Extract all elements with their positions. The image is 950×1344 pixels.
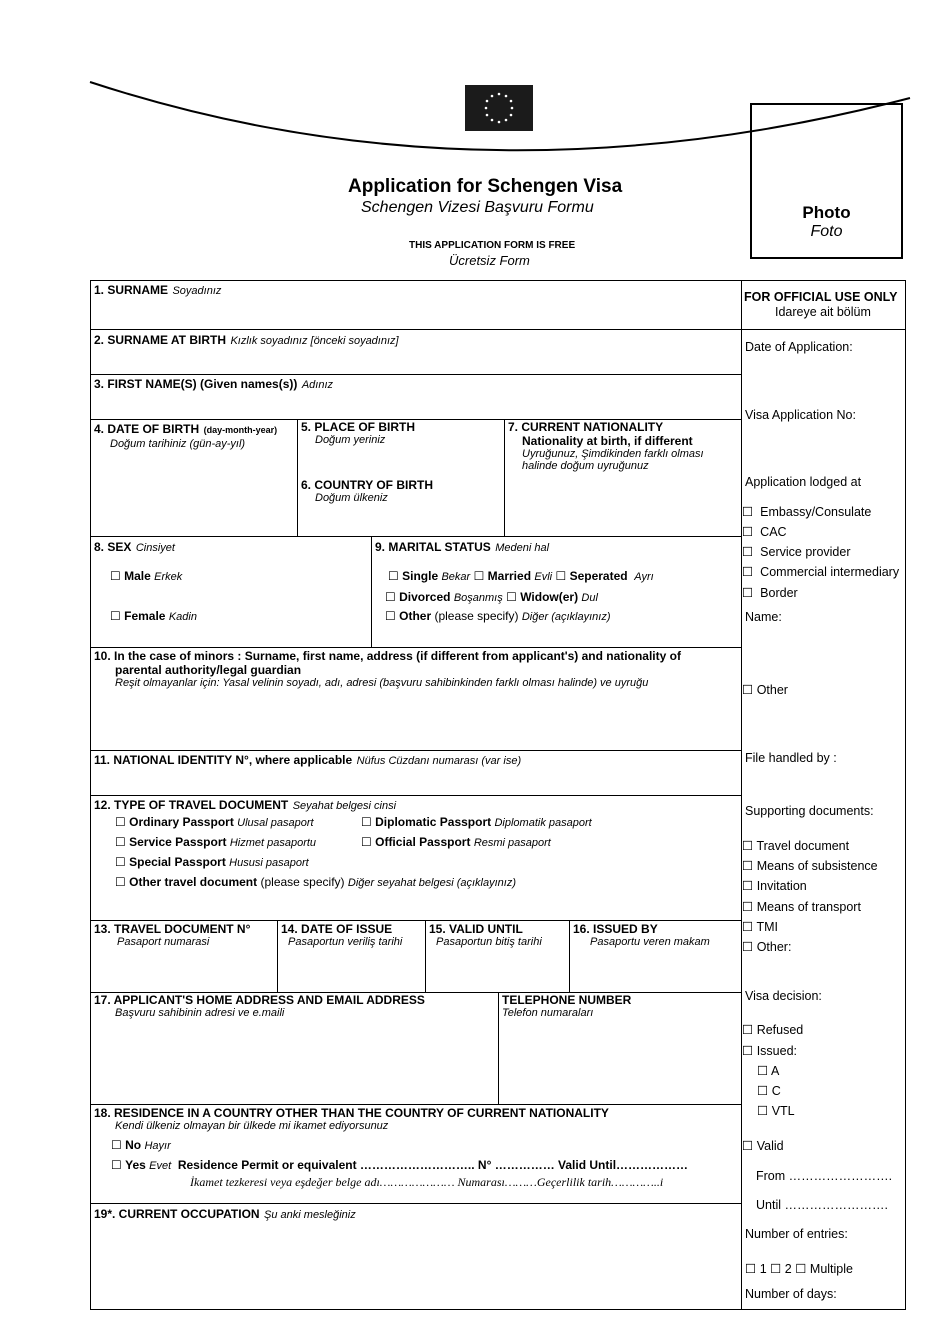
option-label: Widow(er): [520, 590, 579, 604]
official-use-title: FOR OFFICIAL USE ONLY: [744, 290, 898, 304]
checkbox[interactable]: ☐: [110, 609, 121, 623]
option-label-tr: Erkek: [154, 571, 183, 583]
option-label: Issued:: [756, 1044, 798, 1058]
option-label-tr: Hayır: [144, 1140, 171, 1152]
issued-a-option[interactable]: [757, 1063, 779, 1078]
field-sex: [94, 538, 175, 556]
doc-other-option[interactable]: [115, 875, 516, 889]
field-label-tr: Başvuru sahibinin adresi ve e.maili: [115, 1007, 285, 1019]
field-label: 15. VALID UNTIL: [429, 922, 523, 936]
date-of-application-label: Date of Application:: [745, 340, 853, 354]
field-marital-status: [375, 538, 549, 556]
field-label: 5. PLACE OF BIRTH: [301, 420, 416, 434]
option-label: Invitation: [756, 879, 807, 893]
table-bottom-border: [90, 1309, 906, 1310]
col-divider: [425, 920, 426, 992]
checkbox[interactable]: ☐: [742, 545, 754, 559]
option-note: (please specify): [260, 875, 345, 889]
doc-diplomatic-option[interactable]: [361, 815, 592, 829]
issued-vtl-option[interactable]: [757, 1103, 795, 1118]
checkbox[interactable]: ☐: [115, 855, 126, 869]
option-label: Male: [124, 569, 151, 583]
photo-label: Photo: [802, 203, 851, 222]
sex-male-option[interactable]: [110, 569, 182, 583]
field-label: 18. RESIDENCE IN A COUNTRY OTHER THAN THE COUNTRY OF CURRENT NATIONALITY: [94, 1106, 609, 1120]
checkbox[interactable]: ☐: [506, 590, 517, 604]
row-divider: [90, 920, 742, 921]
field-current-occupation[interactable]: [94, 1205, 356, 1223]
checkbox[interactable]: ☐: [742, 900, 754, 914]
checkbox[interactable]: ☐: [757, 1084, 769, 1098]
table-right-border: [905, 280, 906, 1310]
option-label-tr: Resmi pasaport: [473, 837, 551, 849]
field-label-2: Nationality at birth, if different: [522, 434, 693, 448]
field-label: 16. ISSUED BY: [573, 922, 658, 936]
number-of-days-label: Number of days:: [745, 1287, 837, 1301]
row-divider: [90, 1203, 742, 1204]
field-label: 9. MARITAL STATUS: [375, 540, 491, 554]
option-label: 1 ☐ 2 ☐ Multiple: [759, 1262, 853, 1276]
visa-application-no-label: Visa Application No:: [745, 408, 856, 422]
checkbox[interactable]: ☐: [742, 879, 754, 893]
doc-ordinary-option[interactable]: [115, 815, 314, 829]
support-travel-document-option[interactable]: [742, 838, 849, 853]
checkbox[interactable]: ☐: [388, 569, 399, 583]
checkbox[interactable]: ☐: [361, 815, 372, 829]
option-label: Means of transport: [756, 900, 861, 914]
field-label: TELEPHONE NUMBER: [502, 993, 632, 1007]
marital-separated-option[interactable]: [555, 569, 653, 583]
option-label: TMI: [756, 920, 778, 934]
col-divider: [371, 536, 372, 648]
field-label-tr: Adınız: [301, 379, 334, 391]
option-label: A: [771, 1064, 780, 1078]
support-other-option[interactable]: [742, 939, 791, 954]
support-subsistence-option[interactable]: [742, 858, 878, 873]
checkbox[interactable]: ☐: [385, 590, 396, 604]
official-use-title-tr: Idareye ait bölüm: [775, 305, 871, 319]
photo-label-tr: Foto: [810, 223, 843, 240]
option-label-tr: Boşanmış: [453, 592, 503, 604]
field-surname-at-birth[interactable]: [94, 331, 399, 349]
field-label-tr: Uyruğunuz, Şimdikinden farklı olması halinde doğum uyruğunuz: [522, 448, 704, 472]
sex-female-option[interactable]: [110, 609, 197, 623]
valid-until-label: Until …………………….: [756, 1198, 888, 1212]
option-label: Other: [756, 683, 788, 697]
field-valid-until[interactable]: [429, 922, 542, 948]
row-divider: [90, 1104, 742, 1105]
marital-other-option[interactable]: [385, 609, 611, 623]
field-label-tr: Cinsiyet: [135, 542, 175, 554]
col-divider: [569, 920, 570, 992]
field-label: 12. TYPE OF TRAVEL DOCUMENT: [94, 798, 289, 812]
valid-option[interactable]: [742, 1138, 784, 1153]
field-label-tr: Pasaportu veren makam: [590, 936, 710, 948]
field-label-tr: Reşit olmayanlar için: Yasal velinin soyadı, adı, adresi (başvuru sahibinkinden farklı olması halinde) ve uyruğu: [115, 677, 649, 689]
residence-no-option[interactable]: [111, 1138, 171, 1152]
checkbox[interactable]: ☐: [110, 569, 121, 583]
issued-c-option[interactable]: [757, 1083, 781, 1098]
field-label: 3. FIRST NAME(S) (Given names(s)): [94, 377, 298, 391]
field-label-format: (day-month-year): [203, 425, 278, 435]
option-label: Married: [487, 569, 532, 583]
option-label-tr: Diplomatik pasaport: [494, 817, 592, 829]
residence-yes-option[interactable]: [111, 1158, 688, 1172]
field-label: 7. CURRENT NATIONALITY: [508, 420, 664, 434]
checkbox[interactable]: ☐: [757, 1064, 769, 1078]
entries-options[interactable]: [745, 1261, 853, 1276]
lodged-commercial-option[interactable]: [742, 564, 899, 579]
field-label-tr: Pasaportun bitiş tarihi: [436, 936, 542, 948]
field-label-tr: Telefon numaraları: [502, 1007, 594, 1019]
supporting-documents-label: Supporting documents:: [745, 804, 874, 818]
option-label: Valid: [756, 1139, 784, 1153]
field-home-address[interactable]: [94, 993, 425, 1019]
support-invitation-option[interactable]: [742, 878, 807, 893]
application-lodged-label: Application lodged at: [745, 475, 862, 489]
checkbox[interactable]: ☐: [111, 1138, 122, 1152]
checkbox[interactable]: ☐: [473, 569, 485, 583]
option-label: Refused: [756, 1023, 804, 1037]
option-label: Seperated: [569, 569, 628, 583]
option-label: Official Passport: [375, 835, 471, 849]
checkbox[interactable]: ☐: [742, 839, 754, 853]
checkbox[interactable]: ☐: [115, 815, 126, 829]
field-label: 6. COUNTRY OF BIRTH: [301, 478, 434, 492]
marital-divorced-option[interactable]: [385, 590, 503, 604]
col-divider: [297, 419, 298, 536]
number-of-entries-label: Number of entries:: [745, 1227, 848, 1241]
option-label: C: [771, 1084, 781, 1098]
option-note: (please specify): [434, 609, 519, 623]
option-label: Special Passport: [129, 855, 226, 869]
field-label: 19*. CURRENT OCCUPATION: [94, 1207, 260, 1221]
option-label: Border: [760, 586, 798, 600]
option-label-tr: Hususi pasaport: [229, 857, 309, 869]
field-label-tr: Doğum tarihiniz (gün-ay-yıl): [110, 438, 246, 450]
checkbox[interactable]: ☐: [742, 683, 754, 697]
option-label: Commercial intermediary: [760, 565, 900, 579]
checkbox[interactable]: ☐: [742, 505, 754, 519]
option-label-tr: Evli: [534, 571, 553, 583]
field-label-2: parental authority/legal guardian: [115, 663, 302, 677]
checkbox[interactable]: ☐: [742, 859, 754, 873]
marital-married-option[interactable]: [474, 569, 553, 583]
option-label: Other travel document: [129, 875, 258, 889]
doc-special-option[interactable]: [115, 855, 309, 869]
row-divider: [90, 329, 742, 330]
free-note: THIS APPLICATION FORM IS FREE: [409, 240, 576, 251]
residence-permit-label: Residence Permit or equivalent ……………………….. N° …………… Valid Until………………: [177, 1158, 689, 1172]
field-label-tr: Pasaport numarasi: [117, 936, 210, 948]
option-label-tr: Hizmet pasaportu: [229, 837, 317, 849]
field-label-tr: Seyahat belgesi cinsi: [292, 800, 397, 812]
field-first-names[interactable]: [94, 375, 333, 393]
lodged-embassy-option[interactable]: [742, 504, 871, 519]
field-label-tr: Pasaportun veriliş tarihi: [288, 936, 403, 948]
option-label: Divorced: [399, 590, 451, 604]
field-label: 11. NATIONAL IDENTITY N°, where applicable: [94, 753, 353, 767]
checkbox[interactable]: ☐: [742, 565, 754, 579]
checkbox[interactable]: ☐: [742, 1044, 754, 1058]
field-date-of-birth[interactable]: [94, 420, 277, 450]
official-header-divider: [741, 329, 906, 330]
field-label: 14. DATE OF ISSUE: [281, 922, 393, 936]
option-label: Female: [124, 609, 166, 623]
field-label: 8. SEX: [94, 540, 132, 554]
marital-single-option[interactable]: [388, 569, 470, 583]
file-handled-label: File handled by :: [745, 751, 837, 765]
field-label-tr: Medeni hal: [495, 542, 550, 554]
field-country-of-birth[interactable]: [301, 478, 433, 504]
checkbox[interactable]: ☐: [361, 835, 372, 849]
checkbox[interactable]: ☐: [742, 1139, 754, 1153]
field-label: 17. APPLICANT'S HOME ADDRESS AND EMAIL ADDRESS: [94, 993, 425, 1007]
option-label-tr: Ayrı: [634, 571, 654, 583]
option-label: Diplomatic Passport: [375, 815, 492, 829]
visa-decision-label: Visa decision:: [745, 989, 822, 1003]
option-label-tr: Diğer (açıklayınız): [521, 611, 611, 623]
col-divider: [504, 419, 505, 536]
option-label: VTL: [771, 1104, 795, 1118]
option-label-tr: Bekar: [441, 571, 471, 583]
decision-refused-option[interactable]: [742, 1022, 803, 1037]
field-residence: [94, 1106, 609, 1132]
option-label: Yes: [125, 1158, 146, 1172]
field-label: 1. SURNAME: [94, 283, 169, 297]
field-label-tr: Kendi ülkeniz olmayan bir ülkede mi ikamet ediyorsunuz: [115, 1120, 389, 1132]
doc-service-option[interactable]: [115, 835, 316, 849]
support-transport-option[interactable]: [742, 899, 861, 914]
option-label: CAC: [760, 525, 787, 539]
option-label-tr: Kadin: [168, 611, 197, 623]
field-label-tr: Kızlık soyadınız [önceki soyadınız]: [230, 335, 399, 347]
residence-permit-label-tr: İkamet tezkeresi veya eşdeğer belge adı………………… Numarası………Geçerlilik tarih…………..i: [190, 1175, 664, 1189]
field-label-tr: Doğum ülkeniz: [315, 492, 388, 504]
option-label: No: [125, 1138, 142, 1152]
option-label: Other:: [756, 940, 792, 954]
checkbox[interactable]: ☐: [745, 1262, 757, 1276]
valid-from-label: From …………………….: [756, 1169, 893, 1183]
official-name-label: Name:: [745, 610, 782, 624]
option-label: Service provider: [760, 545, 851, 559]
marital-row-2: [385, 590, 598, 604]
field-travel-document-type: [94, 796, 396, 814]
checkbox[interactable]: ☐: [115, 835, 126, 849]
option-label: Ordinary Passport: [129, 815, 234, 829]
field-label: 13. TRAVEL DOCUMENT N°: [94, 922, 251, 936]
field-minors-guardian[interactable]: [94, 649, 734, 689]
free-note-tr: Ücretsiz Form: [449, 253, 530, 268]
page-title: Application for Schengen Visa: [348, 176, 623, 197]
option-label: Service Passport: [129, 835, 227, 849]
option-label-tr: Diğer seyahat belgesi (açıklayınız): [347, 877, 517, 889]
field-place-of-birth[interactable]: [301, 420, 415, 446]
decision-issued-option[interactable]: [742, 1043, 797, 1058]
field-date-of-issue[interactable]: [281, 922, 402, 948]
eu-flag-icon: [465, 85, 533, 131]
checkbox[interactable]: ☐: [111, 1158, 122, 1172]
field-label-tr: Doğum yeriniz: [315, 434, 386, 446]
field-travel-document-number[interactable]: [94, 922, 250, 948]
marital-row-1: [388, 569, 654, 583]
marital-widow-option[interactable]: [506, 590, 598, 604]
option-label: Other: [399, 609, 432, 623]
lodged-border-option[interactable]: [742, 585, 798, 600]
field-telephone[interactable]: [502, 993, 631, 1019]
checkbox[interactable]: ☐: [757, 1104, 769, 1118]
option-label: Single: [402, 569, 439, 583]
field-national-id[interactable]: [94, 751, 521, 769]
field-label-tr: Nüfus Cüzdanı numarası (var ise): [356, 755, 522, 767]
lodged-cac-option[interactable]: [742, 524, 787, 539]
lodged-service-provider-option[interactable]: [742, 544, 851, 559]
field-label: 4. DATE OF BIRTH: [94, 422, 200, 436]
col-divider: [277, 920, 278, 992]
row-divider: [90, 647, 742, 648]
field-label-tr: Soyadınız: [172, 285, 222, 297]
field-label: 10. In the case of minors : Surname, first name, address (if different from applicant's) and nationality of: [94, 649, 681, 663]
field-label-tr: Şu anki mesleğiniz: [264, 1209, 356, 1221]
checkbox[interactable]: ☐: [742, 586, 754, 600]
option-label-tr: Ulusal pasaport: [237, 817, 314, 829]
row-divider: [90, 536, 742, 537]
checkbox[interactable]: ☐: [385, 609, 396, 623]
checkbox[interactable]: ☐: [742, 920, 754, 934]
doc-official-option[interactable]: [361, 835, 551, 849]
checkbox[interactable]: ☐: [742, 1023, 754, 1037]
lodged-other-option[interactable]: [742, 682, 788, 697]
option-label: Embassy/Consulate: [760, 505, 872, 519]
checkbox[interactable]: ☐: [742, 940, 754, 954]
field-label: 2. SURNAME AT BIRTH: [94, 333, 226, 347]
field-current-nationality[interactable]: [508, 420, 733, 472]
option-label-tr: Dul: [581, 592, 598, 604]
page-subtitle: Schengen Vizesi Başvuru Formu: [361, 199, 594, 216]
option-label: Means of subsistence: [756, 859, 878, 873]
option-label: Travel document: [756, 839, 850, 853]
col-divider: [498, 992, 499, 1104]
checkbox[interactable]: ☐: [115, 875, 126, 889]
option-label-tr: Evet: [149, 1160, 172, 1172]
field-surname[interactable]: [94, 281, 221, 299]
checkbox[interactable]: ☐: [555, 569, 567, 583]
photo-box[interactable]: [750, 103, 903, 259]
field-issued-by[interactable]: [573, 922, 710, 948]
checkbox[interactable]: ☐: [742, 525, 754, 539]
support-tmi-option[interactable]: [742, 919, 778, 934]
